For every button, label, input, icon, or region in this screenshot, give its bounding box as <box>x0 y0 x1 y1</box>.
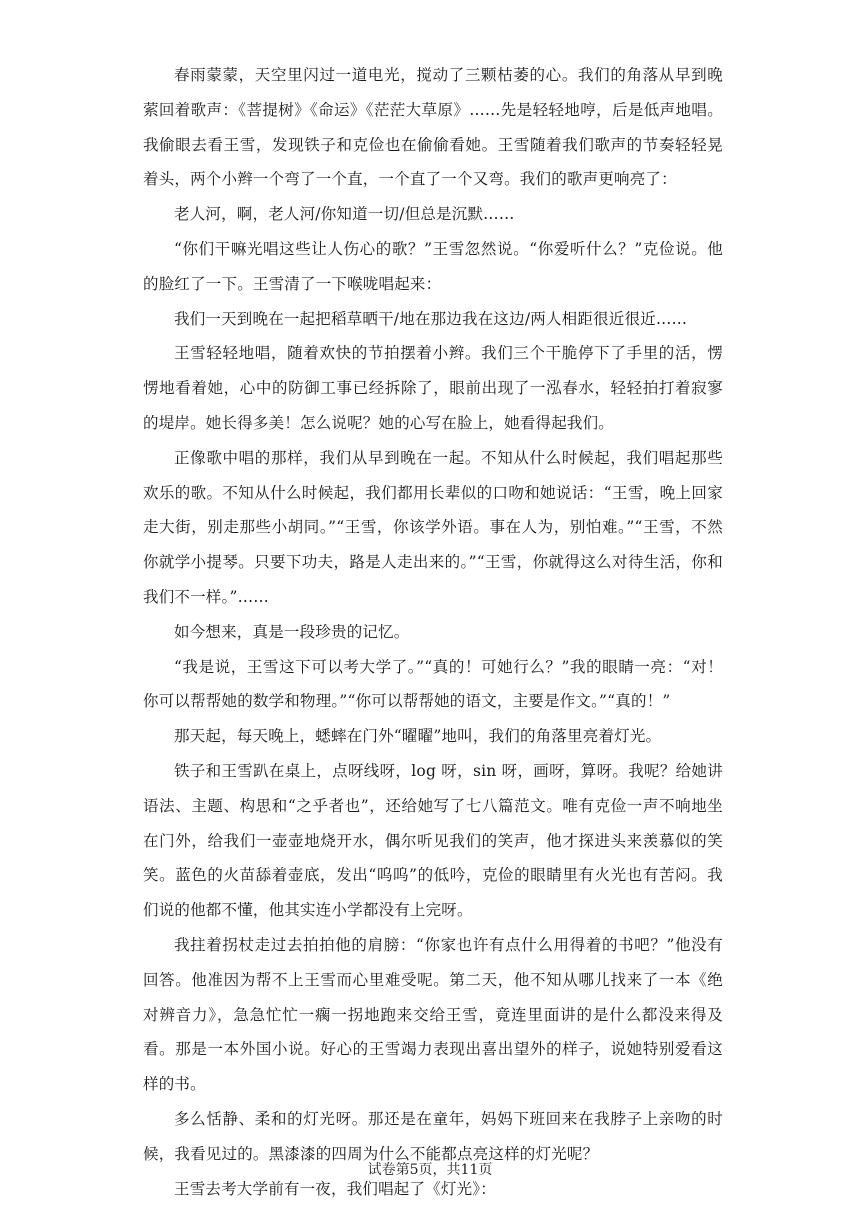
paragraph-6: 正像歌中唱的那样，我们从早到晚在一起。不知从什么时候起，我们唱起那些欢乐的歌。不知从什么时候起，我们都用长辈似的口吻和她说话：“王雪，晚上回家走大街，别走那些小胡同。”“王雪，你该学外语。事在人为，别怕难。”“王雪，不然你就学小提琴。只要下功夫，路是人走出来的。”“王雪，你就得这么对待生活，你和我们不一样。”…… <box>143 448 723 606</box>
paragraph-3: “你们干嘛光唱这些让人伤心的歌？”王雪忽然说。“你爱听什么？”克俭说。他的脸红了一下。王雪清了一下喉咙唱起来： <box>143 239 723 293</box>
paragraph-4: 我们一天到晚在一起把稻草晒干/地在那边我在这边/两人相距很近很近…… <box>174 309 688 328</box>
paragraph-8: “我是说，王雪这下可以考大学了。”“真的！可她行么？”我的眼睛一亮：“对！你可以帮帮她的数学和物理。”“你可以帮帮她的语文，主要是作文。”“真的！” <box>143 657 723 711</box>
paragraph-5: 王雪轻轻地唱，随着欢快的节拍摆着小辫。我们三个干脆停下了手里的活，愣愣地看着她，心中的防御工事已经拆除了，眼前出现了一泓春水，轻轻拍打着寂寥的堤岸。她长得多美！怎么说呢？她的心写在脸上，她看得起我们。 <box>143 344 723 432</box>
paragraph-1: 春雨蒙蒙，天空里闪过一道电光，搅动了三颗枯萎的心。我们的角落从早到晚萦回着歌声：《菩提树》《命运》《茫茫大草原》……先是轻轻地哼，后是低声地唱。我偷眼去看王雪，发现铁子和克俭也在偷偷看她。王雪随着我们歌声的节奏轻轻晃着头，两个小辫一个弯了一个直，一个直了一个又弯。我们的歌声更响亮了： <box>143 66 723 189</box>
page-footer: 试卷第5页，共11页 <box>367 1162 493 1178</box>
paragraph-10: 铁子和王雪趴在桌上，点呀线呀，log 呀，sin 呀，画呀，算呀。我呢？给她讲语法、主题、构思和“之乎者也”，还给她写了七八篇范文。唯有克俭一声不响地坐在门外，给我们一壶壶地烧开水，偶尔听见我们的笑声，他才探进头来羡慕似的笑笑。蓝色的火苗舔着壶底，发出“呜呜”的低吟，克俭的眼睛里有火光也有苦闷。我们说的他都不懂，他其实连小学都没有上完呀。 <box>143 761 723 920</box>
paragraph-2: 老人河，啊，老人河/你知道一切/但总是沉默…… <box>174 205 515 224</box>
paragraph-11: 我拄着拐杖走过去拍拍他的肩膀：“你家也许有点什么用得着的书吧？”他没有回答。他准因为帮不上王雪而心里难受呢。第二天，他不知从哪儿找来了一本《绝对辨音力》，急急忙忙一瘸一拐地跑来交给王雪，竟连里面讲的是什么都没来得及看。那是一本外国小说。好心的王雪竭力表现出喜出望外的样子，说她特别爱看这样的书。 <box>143 935 723 1094</box>
paragraph-9: 那天起，每天晚上，蟋蟀在门外“曜曜”地叫，我们的角落里亮着灯光。 <box>174 727 662 746</box>
paragraph-12: 多么恬静、柔和的灯光呀。那还是在童年，妈妈下班回来在我脖子上亲吻的时候，我看见过的。黑漆漆的四周为什么不能都点亮这样的灯光呢？ <box>143 1109 723 1163</box>
paragraph-7: 如今想来，真是一段珍贵的记忆。 <box>174 622 410 641</box>
paragraph-13: 王雪去考大学前有一夜，我们唱起了《灯光》： <box>174 1179 496 1198</box>
document-body <box>143 58 723 1206</box>
